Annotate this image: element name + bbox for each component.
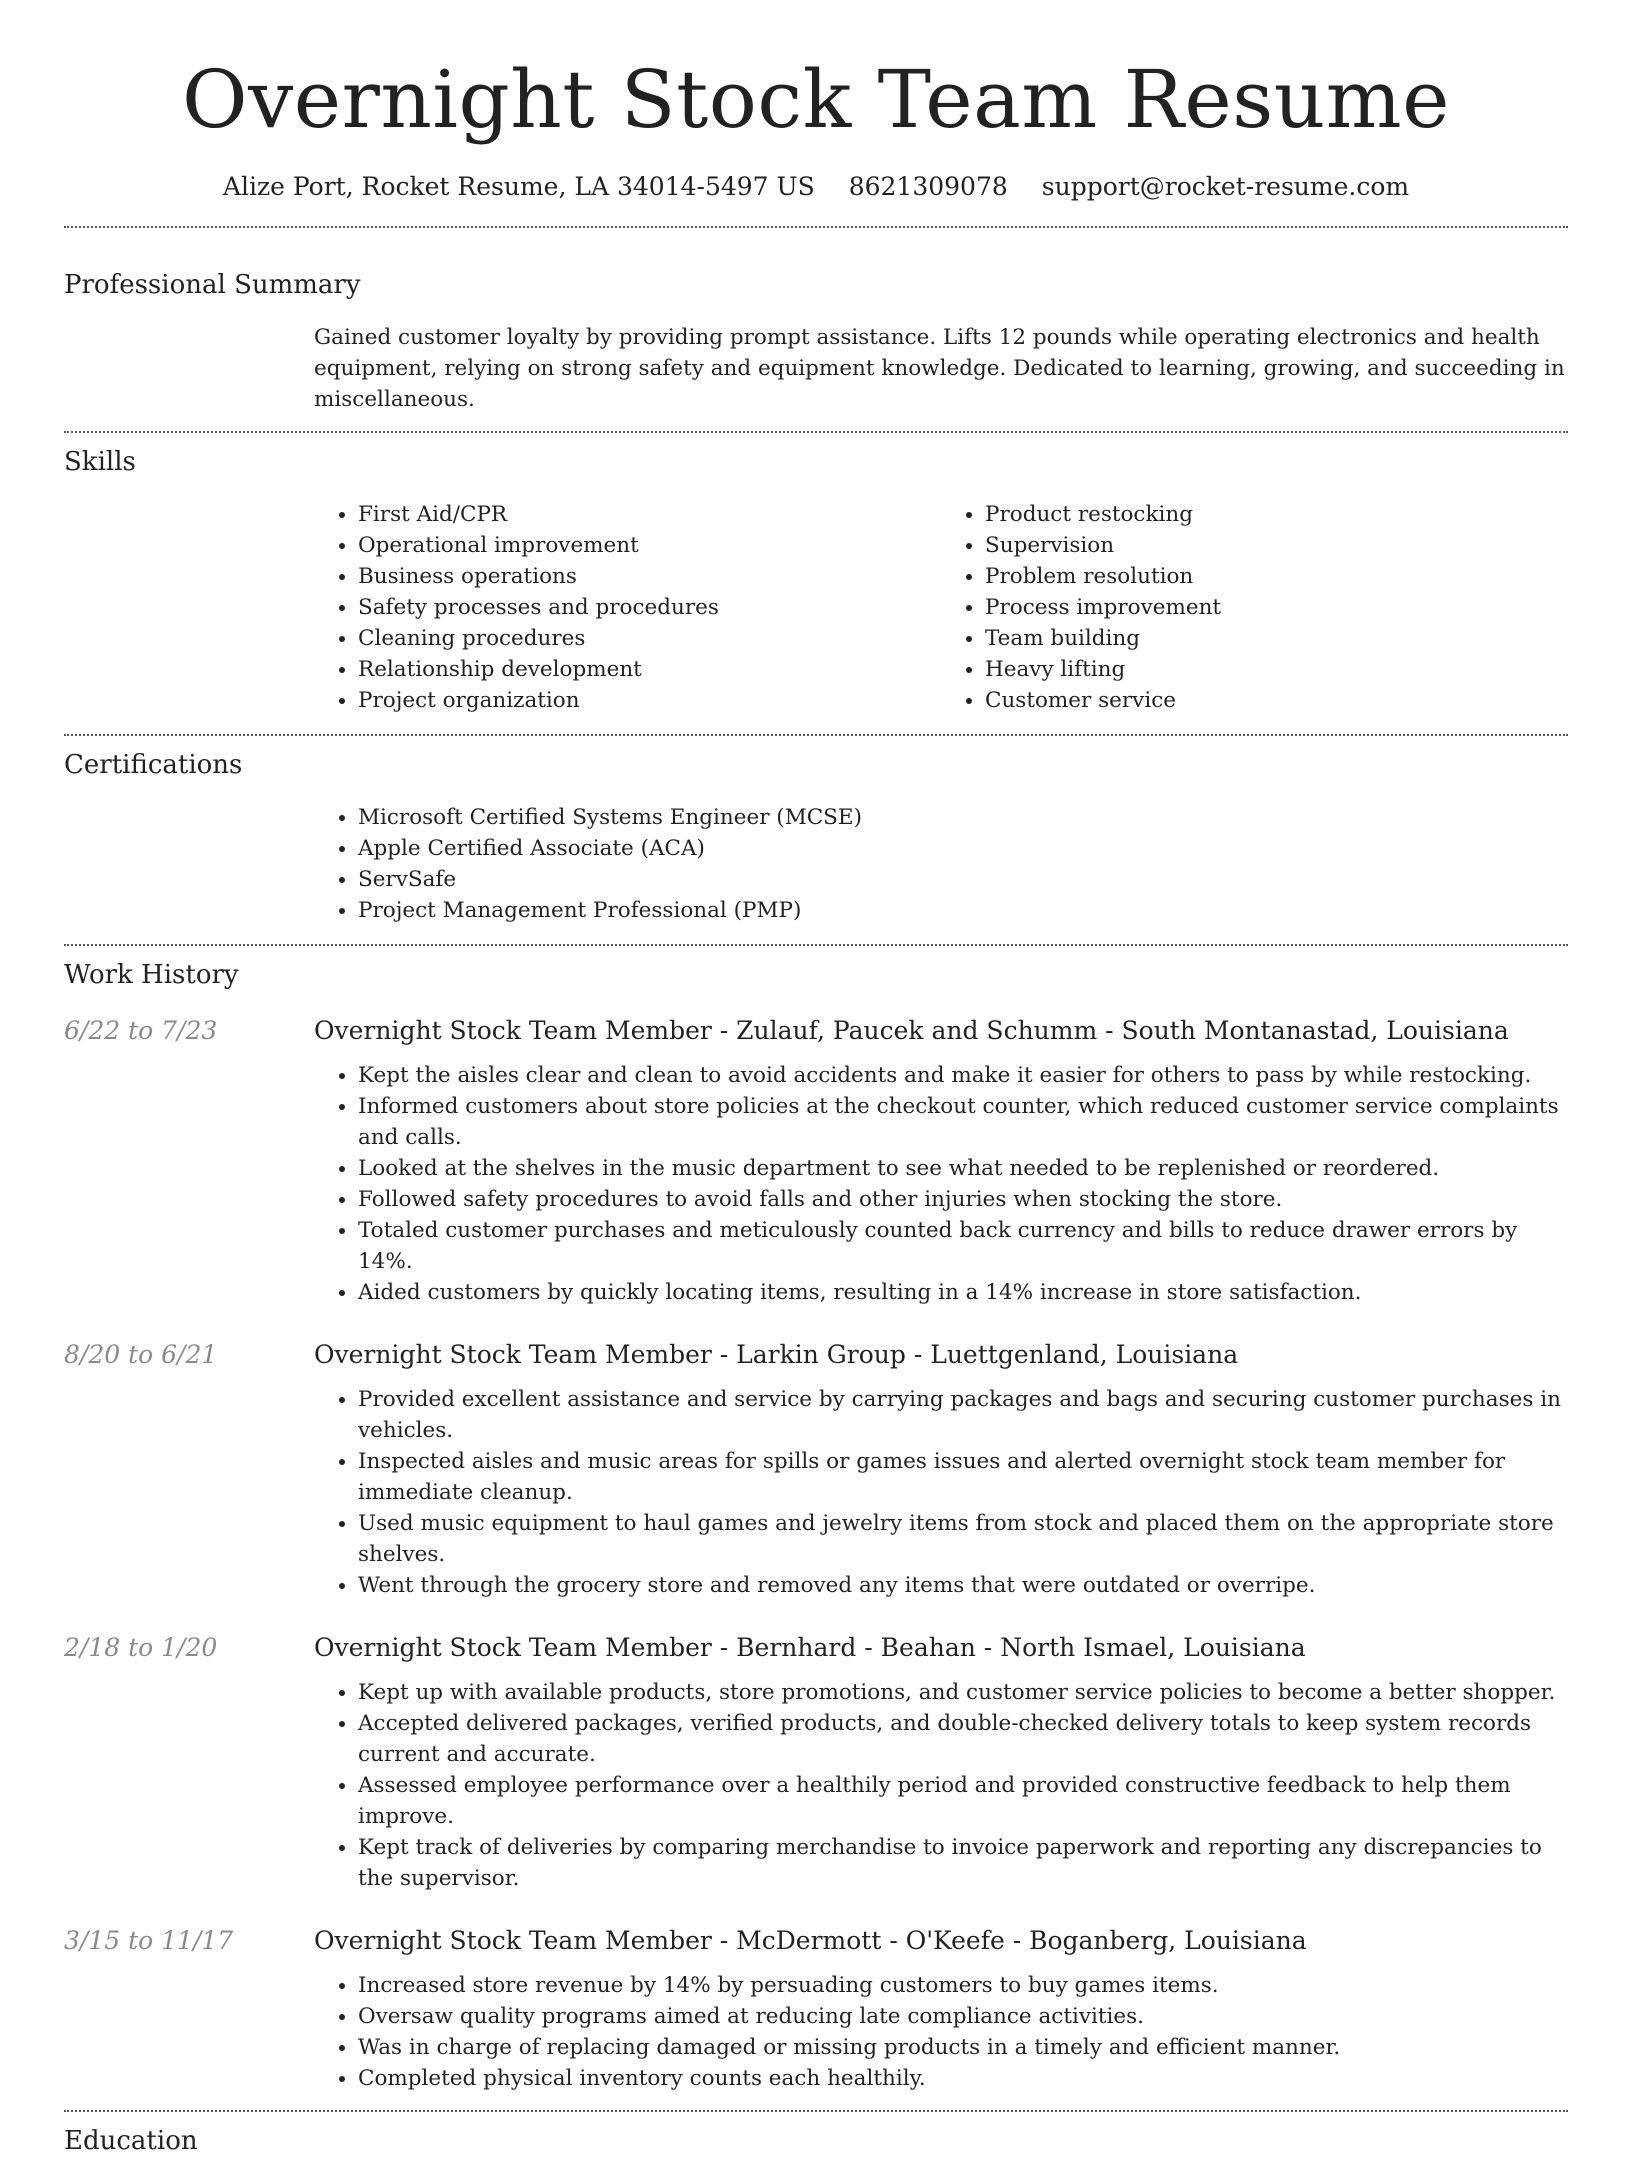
list-item: • Provided excellent assistance and service by carrying packages and bags and securing customer purchases in vehicles.: [358, 1384, 1568, 1446]
list-item: • Safety processes and procedures: [358, 592, 941, 623]
certifications-section: [314, 802, 1568, 926]
certifications-list: [314, 802, 1568, 926]
summary-text: Gained customer loyalty by providing prompt assistance. Lifts 12 pounds while operating electronics and health equipment, relying on strong safety and equipment knowledge. Dedicated to learning, growing, and succeeding in miscellaneous.: [314, 325, 1565, 412]
list-item: • Customer service: [985, 685, 1568, 716]
contact-phone: 8621309078: [848, 172, 1008, 201]
job-body: [314, 1014, 1568, 1308]
list-item: • Apple Certified Associate (ACA): [358, 833, 1568, 864]
list-item: • Business operations: [358, 561, 941, 592]
job-bullets: [314, 1384, 1568, 1601]
divider: [64, 226, 1568, 228]
summary-section: [314, 322, 1568, 415]
list-item: • Increased store revenue by 14% by persuading customers to buy games items.: [358, 1970, 1568, 2001]
job-dates: 2/18 to 1/20: [64, 1633, 218, 1662]
list-item: • Microsoft Certified Systems Engineer (MCSE): [358, 802, 1568, 833]
list-item: • Relationship development: [358, 654, 941, 685]
job-bullets: [314, 1970, 1568, 2094]
list-item: • Operational improvement: [358, 530, 941, 561]
list-item: • Followed safety procedures to avoid falls and other injuries when stocking the store.: [358, 1184, 1568, 1215]
job-entry: [64, 1014, 1568, 1308]
job-body: [314, 1924, 1568, 2094]
job-dates: 8/20 to 6/21: [64, 1340, 218, 1369]
list-item: • Problem resolution: [985, 561, 1568, 592]
section-heading-certifications: Certifications: [64, 750, 243, 780]
job-bullets: [314, 1060, 1568, 1308]
list-item: • Cleaning procedures: [358, 623, 941, 654]
contact-email: support@rocket-resume.com: [1041, 172, 1410, 201]
job-title: Overnight Stock Team Member - Bernhard - Beahan - North Ismael, Louisiana: [314, 1633, 1306, 1662]
job-title: Overnight Stock Team Member - Zulauf, Paucek and Schumm - South Montanastad, Louisiana: [314, 1016, 1509, 1045]
job-body: [314, 1338, 1568, 1601]
list-item: • Accepted delivered packages, verified products, and double-checked delivery totals to keep system records current and accurate.: [358, 1708, 1568, 1770]
list-item: • First Aid/CPR: [358, 499, 941, 530]
list-item: • Went through the grocery store and removed any items that were outdated or overripe.: [358, 1570, 1568, 1601]
list-item: • Was in charge of replacing damaged or missing products in a timely and efficient manner.: [358, 2032, 1568, 2063]
job-dates: 3/15 to 11/17: [64, 1926, 234, 1955]
skills-grid: [314, 499, 1568, 716]
list-item: • Inspected aisles and music areas for spills or games issues and alerted overnight stock team member for immediate cleanup.: [358, 1446, 1568, 1508]
job-bullets: [314, 1677, 1568, 1894]
job-entry: [64, 1338, 1568, 1601]
page-title: Overnight Stock Team Resume: [182, 53, 1450, 146]
divider: [64, 944, 1568, 946]
job-entry: [64, 1631, 1568, 1894]
list-item: • Product restocking: [985, 499, 1568, 530]
list-item: • Looked at the shelves in the music department to see what needed to be replenished or reordered.: [358, 1153, 1568, 1184]
list-item: • Heavy lifting: [985, 654, 1568, 685]
list-item: • Process improvement: [985, 592, 1568, 623]
list-item: • Project organization: [358, 685, 941, 716]
section-heading-work-history: Work History: [64, 960, 239, 990]
list-item: • Project Management Professional (PMP): [358, 895, 1568, 926]
list-item: • Informed customers about store policies at the checkout counter, which reduced customer service complaints and calls.: [358, 1091, 1568, 1153]
section-heading-summary: Professional Summary: [64, 270, 361, 300]
divider: [64, 734, 1568, 736]
section-heading-skills: Skills: [64, 447, 136, 477]
skills-list-left: [314, 499, 941, 716]
list-item: • Aided customers by quickly locating items, resulting in a 14% increase in store satisfaction.: [358, 1277, 1568, 1308]
list-item: • Kept track of deliveries by comparing merchandise to invoice paperwork and reporting any discrepancies to the supervisor.: [358, 1832, 1568, 1894]
list-item: • Oversaw quality programs aimed at reducing late compliance activities.: [358, 2001, 1568, 2032]
skills-section: [314, 499, 1568, 716]
list-item: • Assessed employee performance over a healthily period and provided constructive feedback to help them improve.: [358, 1770, 1568, 1832]
list-item: • Team building: [985, 623, 1568, 654]
job-entry: [64, 1924, 1568, 2094]
divider: [64, 431, 1568, 433]
job-title: Overnight Stock Team Member - McDermott - O'Keefe - Boganberg, Louisiana: [314, 1926, 1307, 1955]
job-dates: 6/22 to 7/23: [64, 1016, 218, 1045]
list-item: • Supervision: [985, 530, 1568, 561]
contact-address: Alize Port, Rocket Resume, LA 34014-5497 US: [222, 172, 815, 201]
job-title: Overnight Stock Team Member - Larkin Group - Luettgenland, Louisiana: [314, 1340, 1239, 1369]
list-item: • Kept up with available products, store promotions, and customer service policies to become a better shopper.: [358, 1677, 1568, 1708]
list-item: • Kept the aisles clear and clean to avoid accidents and make it easier for others to pass by while restocking.: [358, 1060, 1568, 1091]
list-item: • ServSafe: [358, 864, 1568, 895]
list-item: • Used music equipment to haul games and jewelry items from stock and placed them on the appropriate store shelves.: [358, 1508, 1568, 1570]
section-heading-education: Education: [64, 2126, 198, 2156]
list-item: • Totaled customer purchases and meticulously counted back currency and bills to reduce drawer errors by 14%.: [358, 1215, 1568, 1277]
skills-list-right: [941, 499, 1568, 716]
contact-line: [0, 170, 1632, 204]
job-body: [314, 1631, 1568, 1894]
list-item: • Completed physical inventory counts each healthily.: [358, 2063, 1568, 2094]
